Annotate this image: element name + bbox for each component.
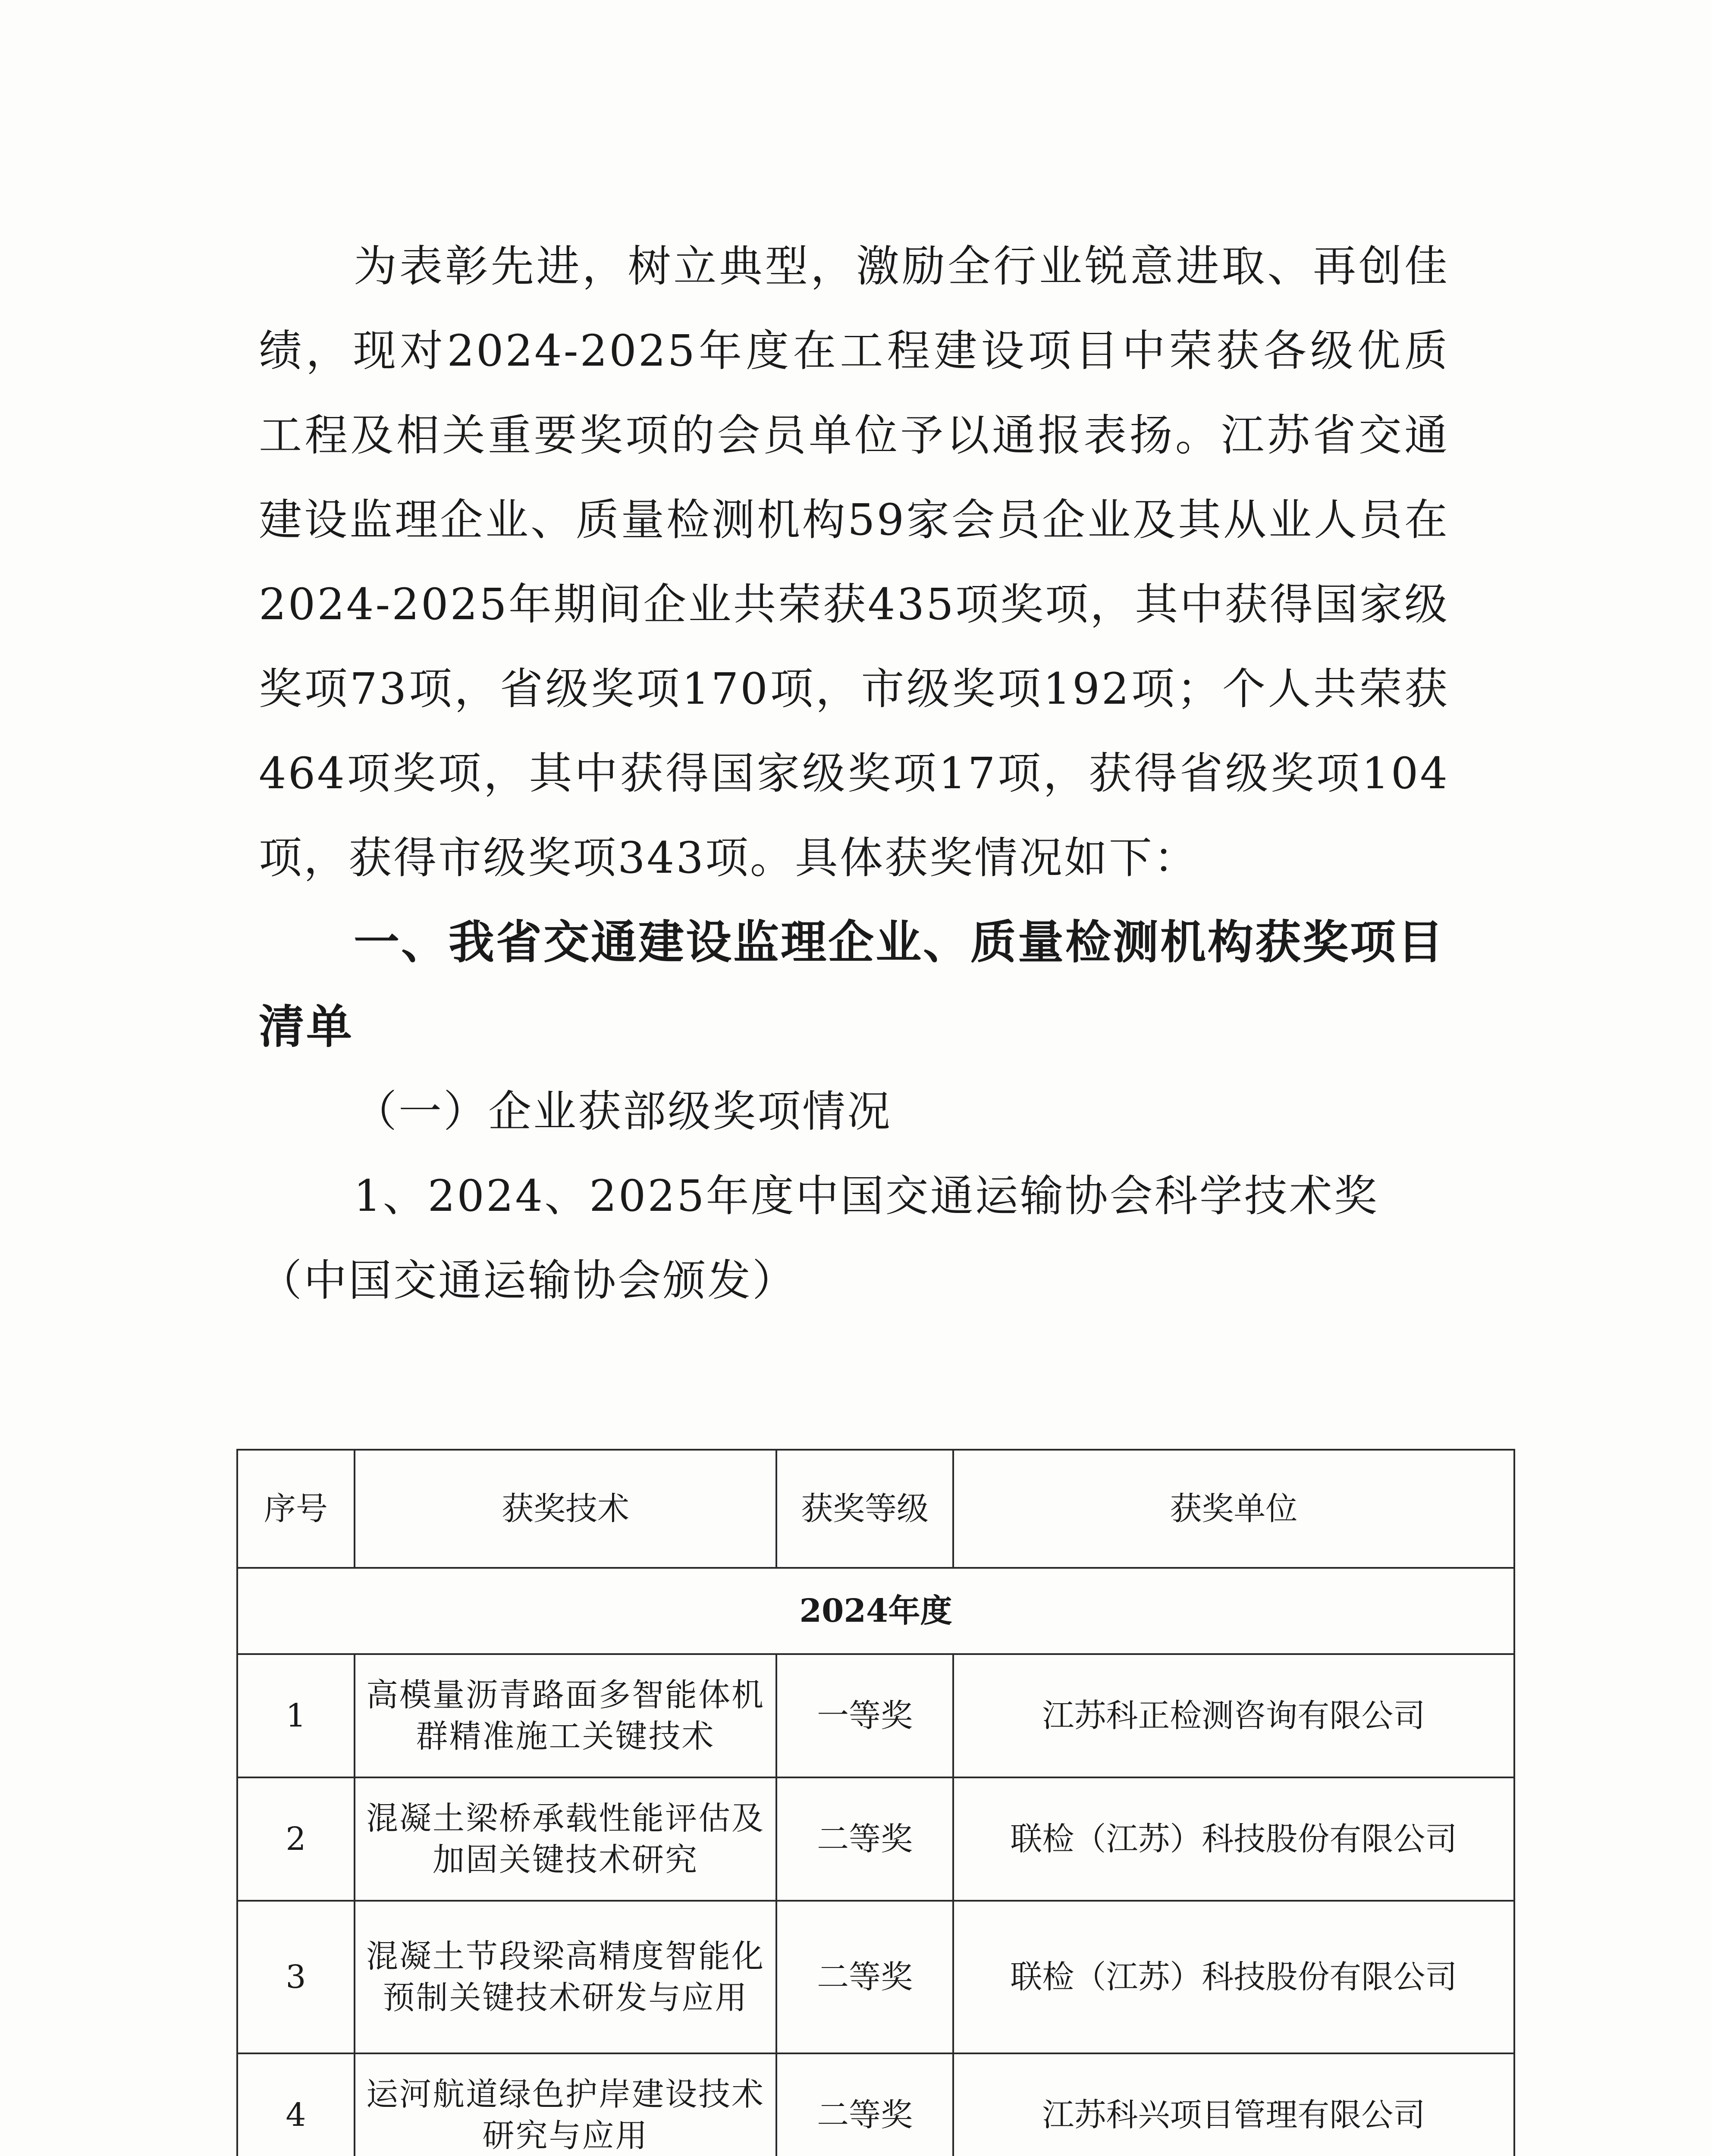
sub-heading: （一）企业获部级奖项情况	[354, 1086, 892, 1137]
table-row	[237, 1777, 1514, 1901]
table-row	[237, 2053, 1514, 2156]
year-label: 2024年度	[237, 1568, 1514, 1654]
cell-level: 二等奖	[776, 1901, 953, 2053]
header-unit: 获奖单位	[953, 1450, 1514, 1568]
header-tech: 获奖技术	[355, 1450, 777, 1568]
awards-table	[236, 1449, 1515, 2156]
year-row	[237, 1568, 1514, 1654]
cell-tech: 混凝土节段梁高精度智能化预制关键技术研发与应用	[355, 1901, 777, 2053]
cell-tech: 高模量沥青路面多智能体机群精准施工关键技术	[355, 1654, 777, 1777]
table-header-row	[237, 1450, 1514, 1568]
intro-paragraph: 为表彰先进，树立典型，激励全行业锐意进取、再创佳绩，现对2024-2025年度在工程建设项目中荣获各级优质工程及相关重要奖项的会员单位予以通报表扬。江苏省交通建设监理企业、质量检测机构59家会员企业及其从业人员在2024-2025年期间企业共荣获435项奖项，其中获得国家级奖项73项，省级奖项170项，市级奖项192项；个人共荣获464项奖项，其中获得国家级奖项17项，获得省级奖项104项，获得市级奖项343项。具体获奖情况如下：	[259, 241, 1449, 883]
cell-unit: 江苏科兴项目管理有限公司	[953, 2053, 1514, 2156]
header-level: 获奖等级	[776, 1450, 953, 1568]
cell-unit: 江苏科正检测咨询有限公司	[953, 1654, 1514, 1777]
table-row	[237, 1654, 1514, 1777]
cell-no: 4	[237, 2053, 355, 2156]
cell-no: 3	[237, 1901, 355, 2053]
section-title: 一、我省交通建设监理企业、质量检测机构获奖项目清单	[259, 916, 1445, 1053]
cell-level: 一等奖	[776, 1654, 953, 1777]
document-body	[259, 224, 1449, 1323]
list-heading: 1、2024、2025年度中国交通运输协会科学技术奖（中国交通运输协会颁发）	[259, 1171, 1379, 1306]
cell-no: 2	[237, 1777, 355, 1901]
cell-unit: 联检（江苏）科技股份有限公司	[953, 1901, 1514, 2053]
cell-tech: 运河航道绿色护岸建设技术研究与应用	[355, 2053, 777, 2156]
cell-tech: 混凝土梁桥承载性能评估及加固关键技术研究	[355, 1777, 777, 1901]
cell-unit: 联检（江苏）科技股份有限公司	[953, 1777, 1514, 1901]
cell-level: 二等奖	[776, 1777, 953, 1901]
cell-no: 1	[237, 1654, 355, 1777]
cell-level: 二等奖	[776, 2053, 953, 2156]
table-row	[237, 1901, 1514, 2053]
header-no: 序号	[237, 1450, 355, 1568]
